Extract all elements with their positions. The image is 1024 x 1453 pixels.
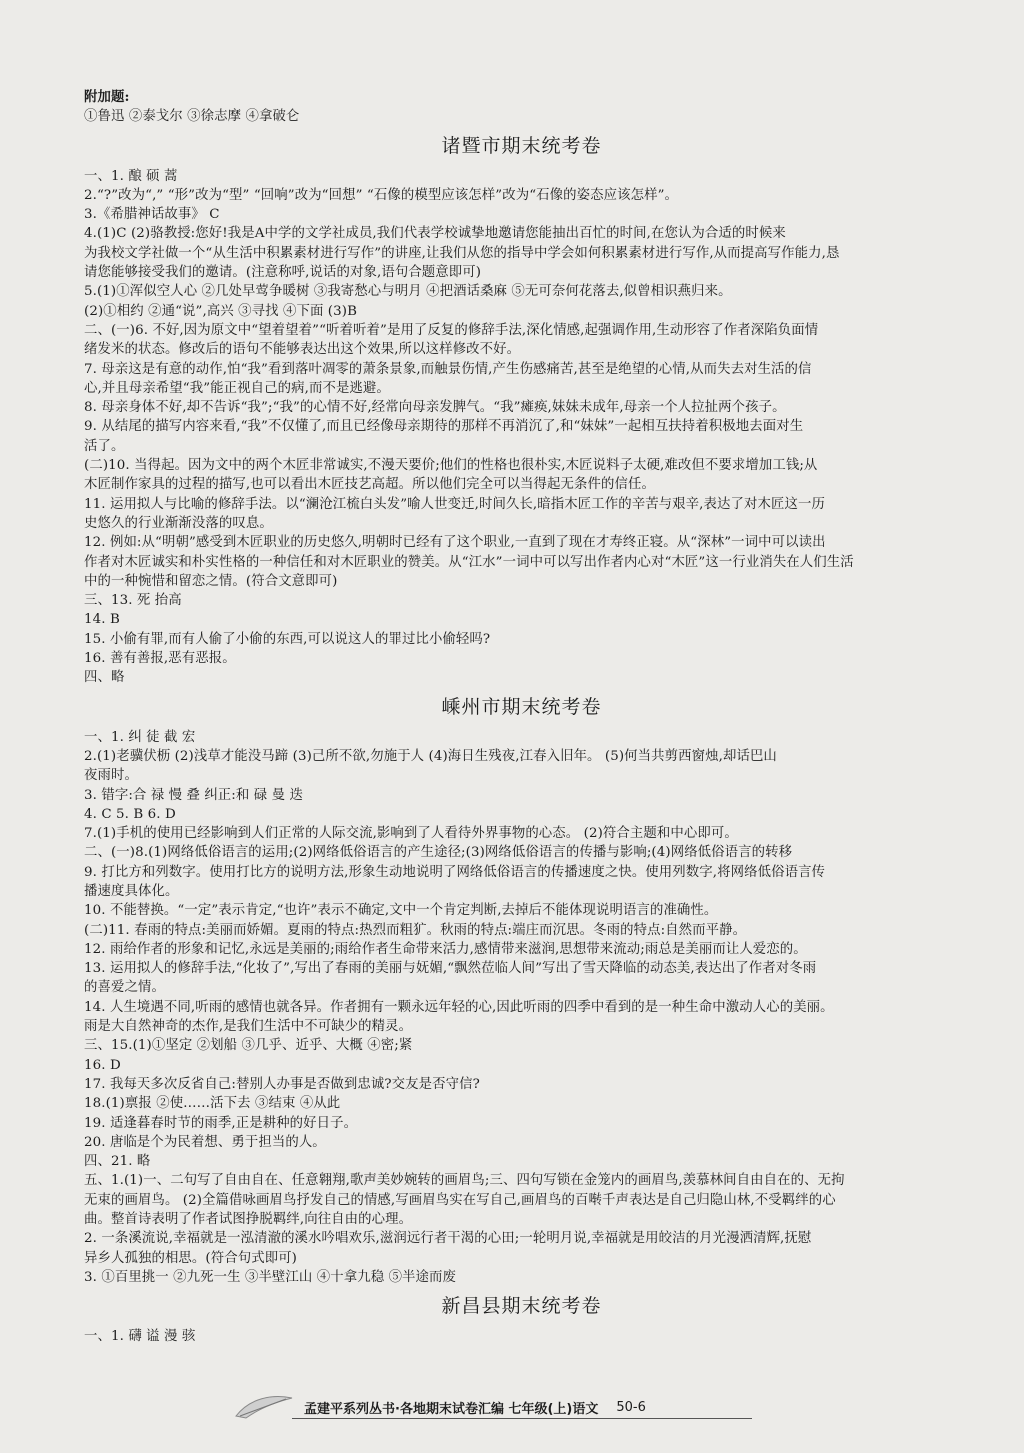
page-footer bbox=[232, 1390, 752, 1424]
answer-line: 心,并且母亲希望“我”能正视自己的病,而不是逃避。 bbox=[84, 380, 390, 396]
answer-line: 异乡人孤独的相思。(符合句式即可) bbox=[84, 1250, 298, 1266]
answer-line: 3. ①百里挑一 ②九死一生 ③半壁江山 ④十拿九稳 ⑤半途而废 bbox=[84, 1269, 457, 1285]
answer-line: 3. 错字:合 禄 慢 叠 纠正:和 碌 曼 迭 bbox=[84, 787, 303, 803]
answer-line: 7. 母亲这是有意的动作,怕“我”看到落叶凋零的萧条景象,而触景伤情,产生伤感痛苦,甚至是绝望的心情,从而失去对生活的信 bbox=[84, 361, 812, 377]
answer-line: 12. 例如:从“明朝”感受到木匠职业的历史悠久,明朝时已经有了这个职业,一直到了现在才寿终正寝。从“深林”一词中可以读出 bbox=[84, 535, 826, 551]
appendix-answer: ①鲁迅 ②泰戈尔 ③徐志摩 ④拿破仑 bbox=[84, 109, 300, 125]
feather-logo-icon bbox=[232, 1392, 296, 1422]
answer-line: 16. D bbox=[84, 1057, 121, 1073]
answer-line: 雨是大自然神奇的杰作,是我们生活中不可缺少的精灵。 bbox=[84, 1019, 413, 1035]
answer-line: 14. 人生境遇不同,听雨的感情也就各异。作者拥有一颗永远年轻的心,因此听雨的四季中看到的是一种生命中激动人心的美丽。 bbox=[84, 999, 834, 1015]
answer-line: 播速度具体化。 bbox=[84, 883, 179, 899]
answer-line: 2.(1)老骥伏枥 (2)浅草才能没马蹄 (3)己所不欲,勿施于人 (4)海日生残夜,江春入旧年。 (5)何当共剪西窗烛,却话巴山 bbox=[84, 748, 777, 764]
answer-line: (二)11. 春雨的特点:美丽而娇媚。夏雨的特点:热烈而粗犷。秋雨的特点:端庄而沉思。冬雨的特点:自然而平静。 bbox=[84, 922, 747, 938]
answer-line: 无束的画眉鸟。 (2)全篇借咏画眉鸟抒发自己的情感,写画眉鸟实在写自己,画眉鸟的百啭千声表达是自己归隐山林,不受羁绊的心 bbox=[84, 1192, 836, 1208]
answer-line: 14. B bbox=[84, 612, 120, 628]
answer-line: 2.“?”改为“,” “形”改为“型” “回响”改为“回想” “石像的模型应该怎样”改为“石像的姿态应该怎样”。 bbox=[84, 187, 678, 203]
section-title: 嵊州市期末统考卷 bbox=[441, 695, 602, 718]
answer-line: 10. 不能替换。“一定”表示肯定,“也许”表示不确定,文中一个肯定判断,去掉后不能体现说明语言的准确性。 bbox=[84, 903, 718, 919]
answer-line: 4.(1)C (2)骆教授:您好!我是A中学的文学社成员,我们代表学校诚挚地邀请您能抽出百忙的时间,在您认为合适的时候来 bbox=[84, 226, 786, 242]
answer-line: 9. 打比方和列数字。使用打比方的说明方法,形象生动地说明了网络低俗语言的传播速度之快。使用列数字,将网络低俗语言传 bbox=[84, 864, 826, 880]
answer-line: 16. 善有善报,恶有恶报。 bbox=[84, 651, 236, 667]
answer-line: 9. 从结尾的描写内容来看,“我”不仅懂了,而且已经像母亲期待的那样不再消沉了,和“妹妹”一起相互扶持着积极地去面对生 bbox=[84, 419, 804, 435]
section-title: 新昌县期末统考卷 bbox=[441, 1295, 602, 1318]
answer-line: 2. 一条溪流说,幸福就是一泓清澈的溪水吟唱欢乐,滋润远行者干渴的心田;一轮明月说,幸福就是用皎洁的月光漫洒清辉,抚慰 bbox=[84, 1231, 812, 1247]
answer-line: 19. 适逢暮春时节的雨季,正是耕种的好日子。 bbox=[84, 1115, 358, 1131]
answer-line: 20. 唐临是个为民着想、勇于担当的人。 bbox=[84, 1134, 326, 1150]
answer-line: (2)①相约 ②通“说”,高兴 ③寻找 ④下面 (3)B bbox=[84, 303, 358, 319]
answer-line: 为我校文学社做一个“从生活中积累素材进行写作”的讲座,让我们从您的指导中学会如何积累素材进行写作,从而提高写作能力,恳 bbox=[84, 245, 840, 261]
answer-line: 二、(一)6. 不好,因为原文中“望着望着”“听着听着”是用了反复的修辞手法,深化情感,起强调作用,生动形容了作者深陷负面情 bbox=[84, 322, 819, 338]
answer-content bbox=[84, 88, 959, 1347]
answer-line: 一、1. 礴 谥 漫 骇 bbox=[84, 1329, 196, 1345]
answer-line: 史悠久的行业渐渐没落的叹息。 bbox=[84, 515, 273, 531]
answer-line: 曲。整首诗表明了作者试图挣脱羁绊,向往自由的心理。 bbox=[84, 1212, 413, 1228]
answer-line: 7.(1)手机的使用已经影响到人们正常的人际交流,影响到了人看待外界事物的心态。 (2)符合主题和中心即可。 bbox=[84, 826, 738, 842]
answer-line: 作者对木匠诚实和朴实性格的一种信任和对木匠职业的赞美。从“江水”一词中可以写出作者内心对“木匠”这一行业消失在人们生活 bbox=[84, 554, 854, 570]
answer-line: 夜雨时。 bbox=[84, 768, 138, 784]
answer-line: (二)10. 当得起。因为文中的两个木匠非常诚实,不漫天要价;他们的性格也很朴实,木匠说料子太硬,难改但不要求增加工钱;从 bbox=[84, 458, 818, 474]
answer-line: 活了。 bbox=[84, 438, 125, 454]
answer-line: 15. 小偷有罪,而有人偷了小偷的东西,可以说这人的罪过比小偷轻吗? bbox=[84, 631, 491, 647]
answer-line: 17. 我每天多次反省自己:替别人办事是否做到忠诚?交友是否守信? bbox=[84, 1076, 480, 1092]
answer-line: 中的一种惋惜和留恋之情。(符合文意即可) bbox=[84, 573, 338, 589]
answer-line: 4. C 5. B 6. D bbox=[84, 806, 176, 822]
answer-line: 请您能够接受我们的邀请。(注意称呼,说话的对象,语句合题意即可) bbox=[84, 265, 482, 281]
answer-line: 18.(1)禀报 ②使……活下去 ③结束 ④从此 bbox=[84, 1096, 341, 1112]
answer-line: 11. 运用拟人与比喻的修辞手法。以“澜沧江梳白头发”喻人世变迁,时间久长,暗指木匠工作的辛苦与艰辛,表达了对木匠这一历 bbox=[84, 496, 825, 512]
answer-line: 一、1. 纠 徒 截 宏 bbox=[84, 729, 196, 745]
answer-line: 12. 雨给作者的形象和记忆,永远是美丽的;雨给作者生命带来活力,感情带来滋润,思想带来流动;雨总是美丽而让人爱恋的。 bbox=[84, 941, 807, 957]
footer-series-title: 孟建平系列丛书·各地期末试卷汇编 七年级(上)语文 bbox=[304, 1401, 599, 1417]
answer-line: 木匠制作家具的过程的描写,也可以看出木匠技艺高超。所以他们完全可以当得起无条件的信任。 bbox=[84, 477, 655, 493]
answer-line: 一、1. 酿 硕 蒿 bbox=[84, 168, 178, 184]
answer-line: 三、13. 死 抬高 bbox=[84, 593, 182, 609]
answer-line: 绪发米的状态。修改后的语句不能够表达出这个效果,所以这样修改不好。 bbox=[84, 342, 521, 358]
answer-line: 五、1.(1)一、二句写了自由自在、任意翱翔,歌声美妙婉转的画眉鸟;三、四句写锁在金笼内的画眉鸟,羡慕林间自由自在的、无拘 bbox=[84, 1173, 845, 1189]
answer-line: 3.《希腊神话故事》 C bbox=[84, 207, 220, 223]
answer-line: 13. 运用拟人的修辞手法,“化妆了”,写出了春雨的美丽与妩媚,“飘然莅临人间”写出了雪天降临的动态美,表达出了作者对冬雨 bbox=[84, 961, 817, 977]
answer-line: 四、略 bbox=[84, 670, 125, 686]
answer-line: 二、(一)8.(1)网络低俗语言的运用;(2)网络低俗语言的产生途径;(3)网络低俗语言的传播与影响;(4)网络低俗语言的转移 bbox=[84, 845, 793, 861]
answer-line: 四、21. 略 bbox=[84, 1154, 151, 1170]
appendix-heading: 附加题: bbox=[84, 89, 130, 105]
footer-rule bbox=[292, 1418, 752, 1419]
answer-line: 三、15.(1)①坚定 ②划船 ③几乎、近乎、大概 ④密;紧 bbox=[84, 1038, 413, 1054]
sections-container bbox=[84, 133, 959, 1347]
answer-line: 5.(1)①浑似空人心 ②几处早莺争暖树 ③我寄愁心与明月 ④把酒话桑麻 ⑤无可奈何花落去,似曾相识燕归来。 bbox=[84, 284, 732, 300]
section-title: 诸暨市期末统考卷 bbox=[441, 134, 602, 157]
answer-line: 8. 母亲身体不好,却不告诉“我”;“我”的心情不好,经常向母亲发脾气。“我”瘫痪,妹妹未成年,母亲一个人拉扯两个孩子。 bbox=[84, 400, 786, 416]
answer-line: 的喜爱之情。 bbox=[84, 980, 165, 996]
footer-page-number: 50-6 bbox=[616, 1399, 646, 1415]
